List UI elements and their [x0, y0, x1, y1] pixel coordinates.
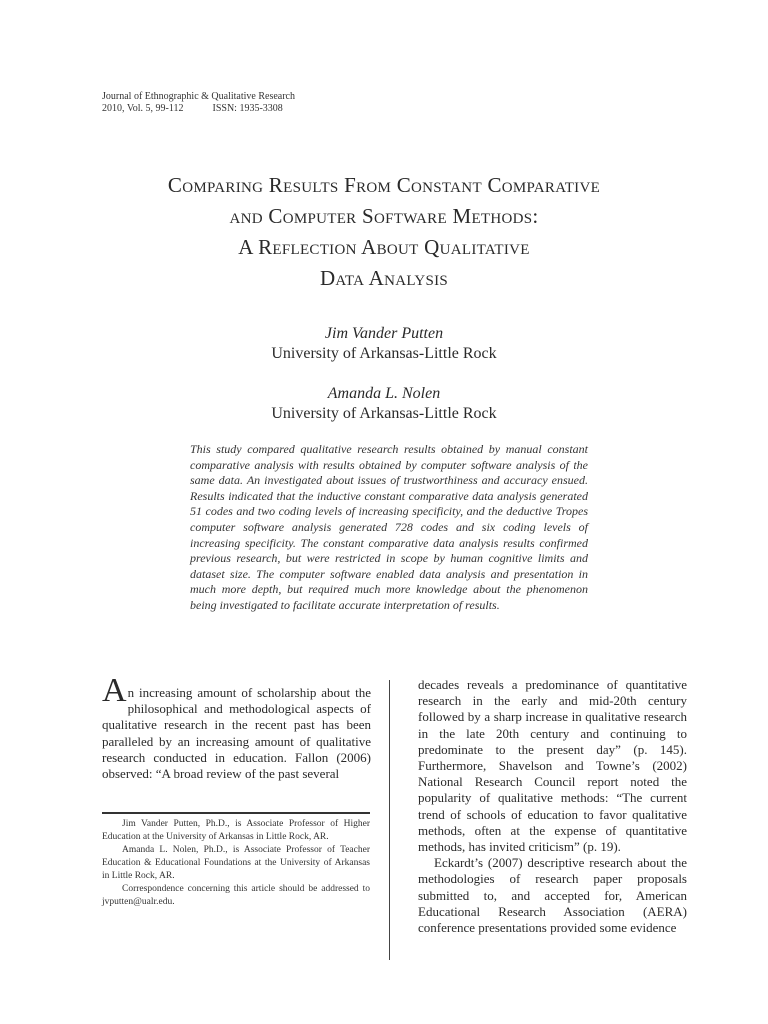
title-line: and Computer Software Methods: [229, 204, 539, 228]
author-affiliation: University of Arkansas-Little Rock [271, 345, 497, 362]
body-paragraph: n increasing amount of scholarship about the philosophical and methodological aspects of qualitative research in the recent past has been paralleled by an increasing amount of qualitative research conducted in education. Fallon (2006) observed: “A broad review of the past several [102, 685, 371, 782]
body-paragraph: Eckardt’s (2007) descriptive research about the methodologies of research paper proposals submitted to, and accepted for, American Educational Research Association (AERA) conference presentations provided some evidence [418, 855, 687, 936]
drop-cap: A [102, 672, 127, 709]
title-line: A Reflection About Qualitative [238, 235, 530, 259]
author-block-1 [0, 324, 768, 364]
body-column-left [102, 672, 371, 782]
footnote: Correspondence concerning this article should be addressed to jvputten@ualr.edu. [102, 884, 370, 907]
journal-issn: ISSN: 1935-3308 [212, 103, 283, 114]
column-divider [389, 680, 390, 960]
journal-volume: 2010, Vol. 5, 99-112 [102, 103, 184, 114]
footnote: Jim Vander Putten, Ph.D., is Associate Professor of Higher Education at the University of Arkansas in Little Rock, AR. [102, 819, 370, 842]
author-block-2 [0, 384, 768, 424]
journal-name: Journal of Ethnographic & Qualitative Research [102, 91, 295, 102]
footnote: Amanda L. Nolen, Ph.D., is Associate Professor of Teacher Education & Educational Foundations at the University of Arkansas in Little Rock, AR. [102, 845, 370, 881]
author-name: Amanda L. Nolen [327, 385, 441, 402]
journal-header [102, 91, 295, 115]
body-paragraph: decades reveals a predominance of quantitative research in the early and mid-20th century followed by a sharp increase in qualitative research in the late 20th century and continuing to predominate to the present day” (p. 145). Furthermore, Shavelson and Towne’s (2002) National Research Council report noted the popularity of qualitative methods: “The current trend of schools of education to favor qualitative methods, often at the expense of quantitative methods, has invited criticism” (p. 19). [418, 677, 687, 855]
title-line: Comparing Results From Constant Comparative [167, 173, 601, 197]
footnotes [102, 818, 370, 909]
author-affiliation: University of Arkansas-Little Rock [271, 405, 497, 422]
paper-title [90, 170, 678, 294]
footnote-rule [102, 812, 370, 814]
title-line: Data Analysis [319, 266, 449, 290]
author-name: Jim Vander Putten [324, 325, 444, 342]
body-column-right [418, 677, 687, 936]
abstract: This study compared qualitative research results obtained by manual constant comparative analysis with results obtained by computer software analysis of the same data. An investigated about issues of trustworthiness and accuracy ensued. Results indicated that the inductive constant comparative data analysis generated 51 codes and two coding levels of increasing specificity, and the deductive Tropes computer software analysis generated 728 codes and six coding levels of increasing specificity. The constant comparative data analysis results confirmed previous research, but were restricted in scope by human cognitive limits and dataset size. The computer software enabled data analysis and presentation in much more depth, but required much more knowledge about the phenomenon being investigated to facilitate accurate interpretation of results. [190, 442, 588, 612]
